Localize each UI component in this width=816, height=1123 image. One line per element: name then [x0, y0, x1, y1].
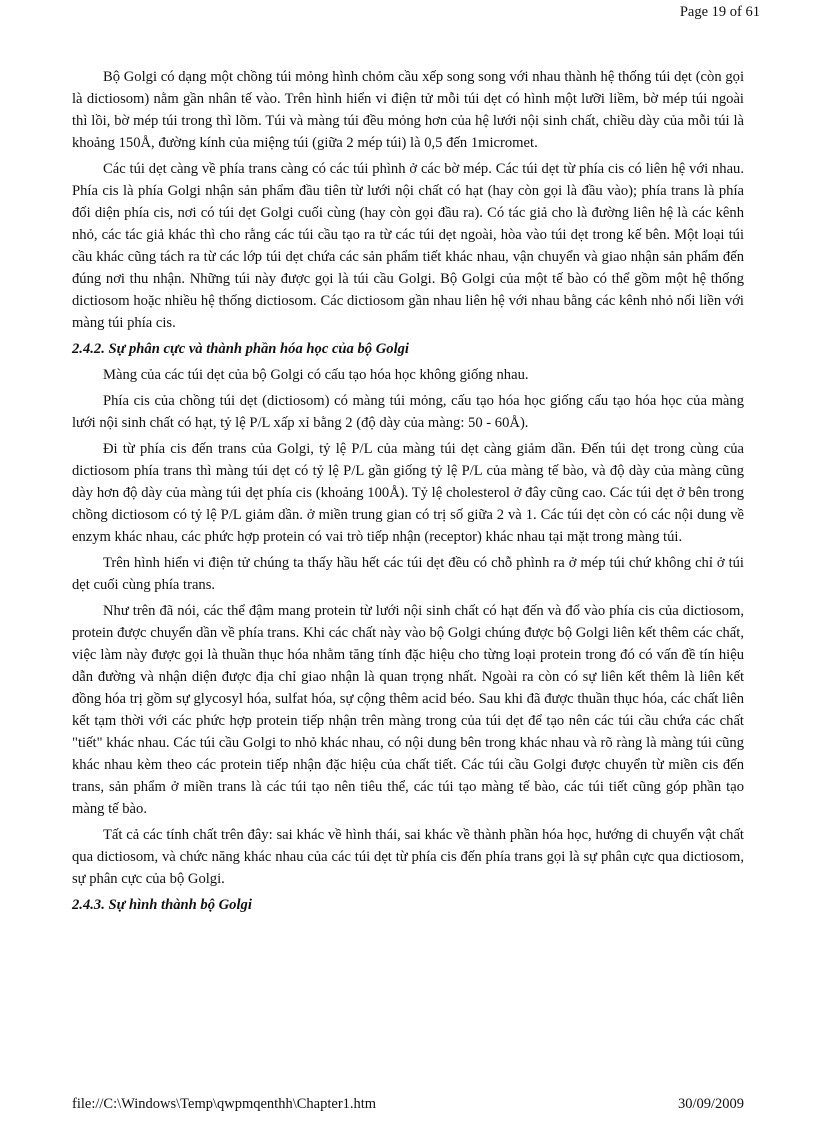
paragraph: Phía cis của chồng túi dẹt (dictiosom) có màng túi mỏng, cấu tạo hóa học giống cấu tạo hóa học của màng lưới nội sinh chất có hạt, tỷ lệ P/L xấp xỉ bằng 2 (độ dày của màng: 50 - 60Å).: [72, 393, 744, 431]
footer-file-path: file://C:\Windows\Temp\qwpmqenthh\Chapter1.htm: [72, 1096, 377, 1112]
paragraph: Đi từ phía cis đến trans của Golgi, tỷ lệ P/L của màng túi dẹt càng giảm dần. Đến túi dẹt trong cùng của dictiosom phía trans thì màng túi dẹt có tỷ lệ P/L gần giống tỷ lệ P/L của màng tế bào, và độ dày của màng cũng dày hơn độ dày của màng túi dẹt phía cis (khoảng 100Å). Tỷ lệ cholesterol ở đây cũng cao. Các túi dẹt ở bên trong chồng dictiosom có tỷ lệ P/L giảm dần. ở miền trung gian có trị số giữa 2 và 1. Các túi dẹt còn có các nội dung về enzym khác nhau, các phức hợp protein có vai trò tiếp nhận (receptor) khác nhau tại mặt trong màng túi.: [72, 441, 744, 545]
footer-date: 30/09/2009: [677, 1096, 744, 1112]
paragraph: Các túi dẹt càng về phía trans càng có các túi phình ở các bờ mép. Các túi dẹt từ phía cis có liên hệ với nhau. Phía cis là phía Golgi nhận sản phẩm đầu tiên từ lưới nội chất có hạt (hay còn gọi là đầu vào); phía trans là phía đối diện phía cis, nơi có túi dẹt Golgi cuối cùng (hay còn gọi đầu ra). Có tác giả cho là đường liên hệ là các kênh nhỏ, các tác giả khác thì cho rằng các túi cầu tạo ra từ các túi dẹt ngoài, hòa vào túi dẹt trong kế bên. Một loại túi cầu khác cũng tách ra từ các lớp túi dẹt chứa các sản phẩm tiết khác nhau, vận chuyển và giao nhận sản phẩm đến đúng nơi thu nhận. Những túi này được gọi là túi cầu Golgi. Bộ Golgi của một tế bào có thể gồm một hệ thống dictiosom hoặc nhiều hệ thống dictiosom. Các dictiosom gần nhau liên hệ với nhau bằng các kênh nhỏ nối liền với màng túi phía cis.: [72, 161, 744, 331]
document-body: [72, 66, 744, 920]
section-heading: 2.4.3. Sự hình thành bộ Golgi: [72, 897, 252, 913]
paragraph: Trên hình hiển vi điện tử chúng ta thấy hầu hết các túi dẹt đều có chỗ phình ra ở mép túi chứ không chỉ ở túi dẹt cuối cùng phía trans.: [72, 555, 744, 593]
section-heading: 2.4.2. Sự phân cực và thành phần hóa học của bộ Golgi: [72, 341, 409, 357]
page-number: Page 19 of 61: [679, 4, 760, 20]
paragraph: Bộ Golgi có dạng một chồng túi mỏng hình chỏm cầu xếp song song với nhau thành hệ thống túi dẹt (còn gọi là dictiosom) nằm gần nhân tế vào. Trên hình hiển vi điện tử mỗi túi dẹt có hình một lưỡi liềm, bờ mép túi ngoài thì lồi, bờ mép túi trong thì lõm. Túi và màng túi đều mỏng hơn của hệ lưới nội sinh chất, chiều dày của mỗi túi là khoảng 150Å, đường kính của miệng túi (giữa 2 mép túi) là 0,5 đến 1micromet.: [72, 69, 744, 151]
paragraph: Màng của các túi dẹt của bộ Golgi có cấu tạo hóa học không giống nhau.: [103, 367, 529, 383]
paragraph: Tất cả các tính chất trên đây: sai khác về hình thái, sai khác về thành phần hóa học, hướng di chuyển vật chất qua dictiosom, và chức năng khác nhau của các túi dẹt từ phía cis đến phía trans gọi là sự phân cực qua dictiosom, sự phân cực của bộ Golgi.: [72, 827, 744, 887]
paragraph: Như trên đã nói, các thể đậm mang protein từ lưới nội sinh chất có hạt đến và đổ vào phía cis của dictiosom, protein được chuyển dần về phía trans. Khi các chất này vào bộ Golgi chúng được bộ Golgi liên kết thêm các chất, việc làm này được gọi là thuần thục hóa nhằm tăng tính đặc hiệu cho từng loại protein trong đó có vấn đề tín hiệu dẫn đường và nhận diện được địa chỉ giao nhận là quan trọng nhất. Ngoài ra còn có sự liên kết thêm là liên kết đồng hóa trị gồm sự glycosyl hóa, sulfat hóa, sự cộng thêm acid béo. Sau khi đã được thuần thục hóa, các chất liên kết tạm thời với các phức hợp protein tiếp nhận trên màng trong của túi dẹt để tạo nên các túi cầu chứa các chất "tiết" khác nhau. Các túi cầu Golgi to nhỏ khác nhau, có nội dung bên trong khác nhau và rõ ràng là màng túi cũng khác nhau kèm theo các protein tiếp nhận đặc hiệu của chất tiết. Các túi cầu Golgi được chuyển từ miền cis đến trans, sản phẩm ở miền trans là các túi tạo nên tiêu thể, các túi tạo màng tế bào, các túi tiết cũng góp phần tạo màng tế bào.: [72, 603, 744, 817]
